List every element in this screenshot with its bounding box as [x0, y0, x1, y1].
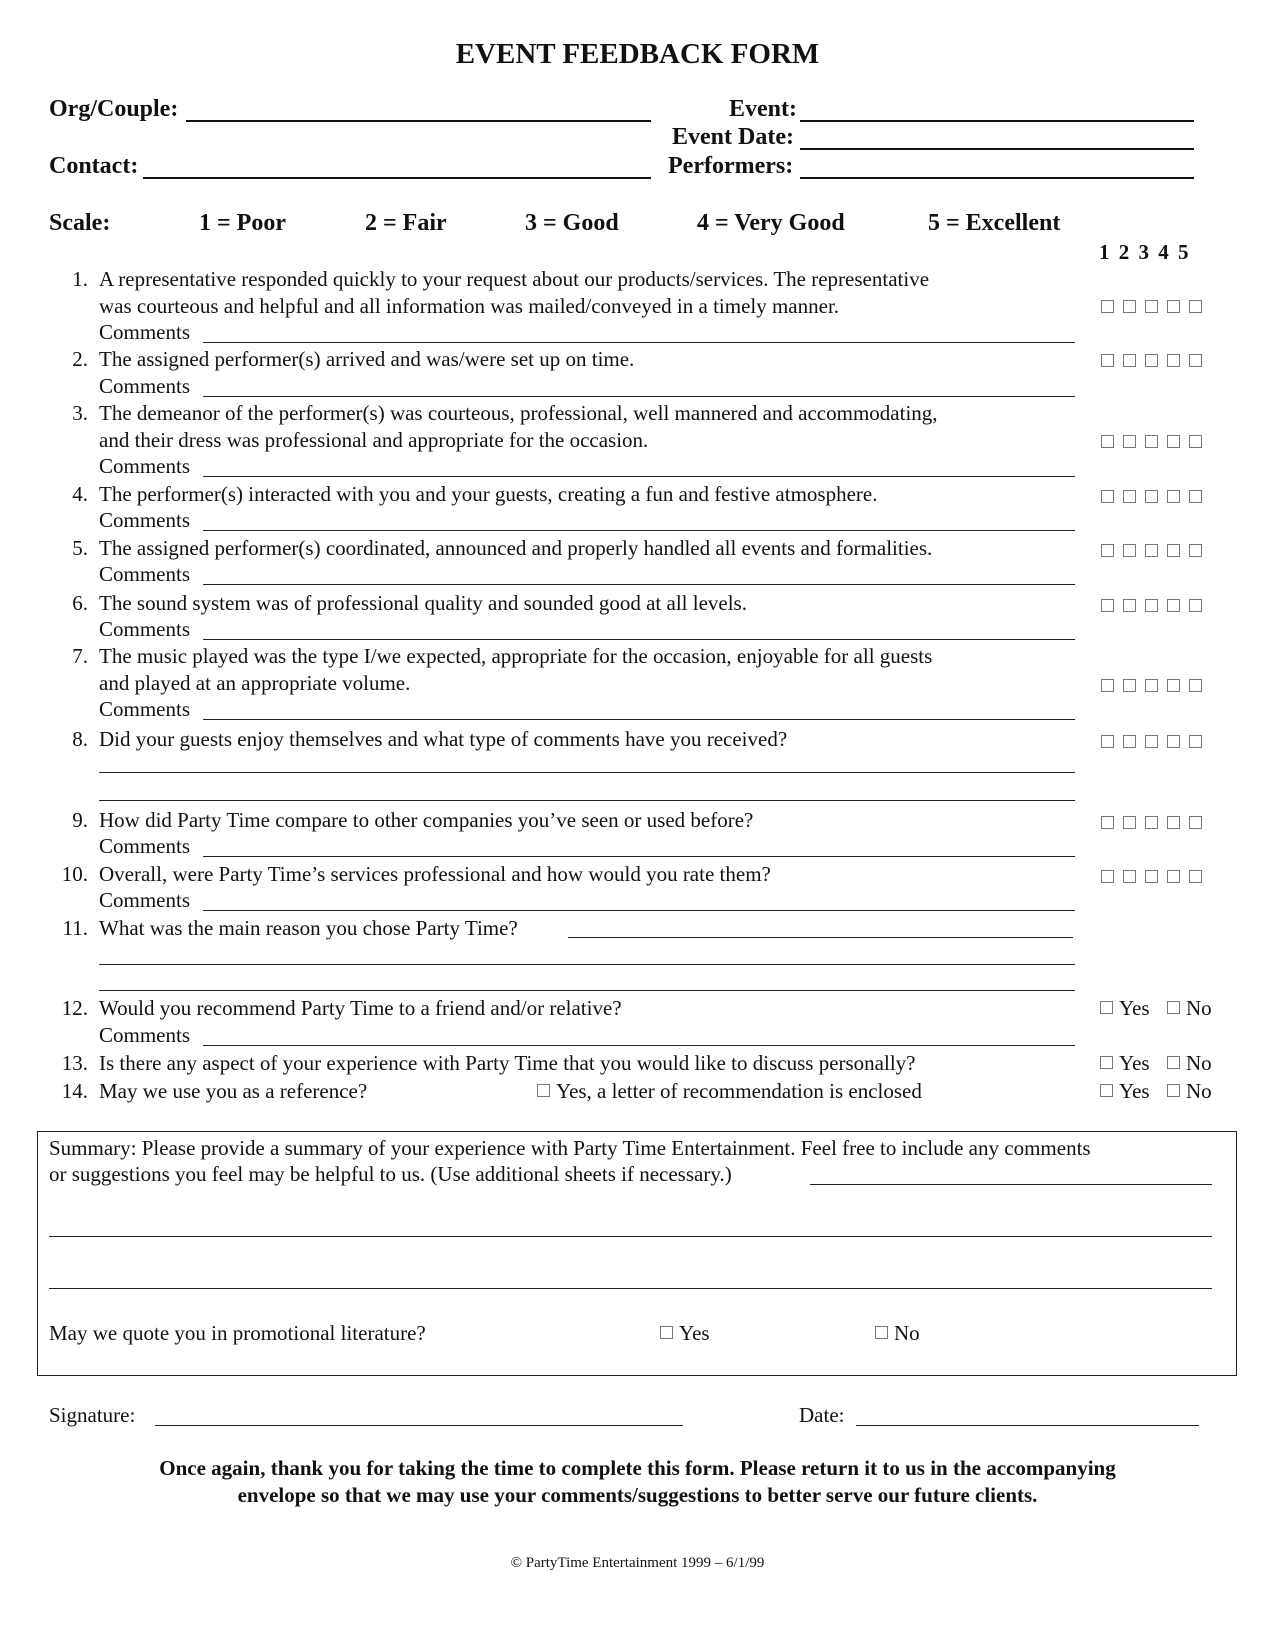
copyright: © PartyTime Entertainment 1999 – 6/1/99 [510, 1555, 765, 1571]
comments-label: Comments [99, 508, 191, 532]
yes-option[interactable] [1100, 1079, 1150, 1104]
checkbox-icon[interactable] [1123, 354, 1136, 367]
no-label: No [1186, 1051, 1212, 1075]
checkbox-icon[interactable] [537, 1084, 550, 1097]
question-text: Is there any aspect of your experience with Party Time that you would like to discuss personally? [99, 1051, 916, 1075]
rating-checkboxes[interactable] [1101, 735, 1202, 748]
quote-yes-option[interactable] [660, 1321, 710, 1346]
checkbox-icon[interactable] [1145, 435, 1158, 448]
checkbox-icon[interactable] [1123, 735, 1136, 748]
comments-line[interactable] [203, 639, 1075, 640]
question-number: 3. [72, 401, 88, 425]
rating-checkboxes[interactable] [1101, 599, 1202, 612]
checkbox-icon[interactable] [875, 1326, 888, 1339]
answer-line[interactable] [99, 964, 1075, 965]
rating-checkboxes[interactable] [1101, 870, 1202, 883]
checkbox-icon[interactable] [1145, 679, 1158, 692]
org-couple-field[interactable] [186, 120, 651, 122]
rating-checkboxes[interactable] [1101, 816, 1202, 829]
question-text: What was the main reason you chose Party Time? [99, 916, 518, 940]
no-option[interactable] [1167, 1079, 1212, 1104]
checkbox-icon[interactable] [1101, 490, 1114, 503]
no-label: No [1186, 1079, 1212, 1103]
yes-label: Yes [1119, 996, 1150, 1020]
rating-checkboxes[interactable] [1101, 354, 1202, 367]
checkbox-icon[interactable] [1145, 870, 1158, 883]
contact-field[interactable] [143, 177, 651, 179]
comments-label: Comments [99, 888, 191, 912]
checkbox-icon[interactable] [1167, 870, 1180, 883]
scale-item: 5 = Excellent [928, 210, 1061, 236]
question-text: The sound system was of professional quality and sounded good at all levels. [99, 591, 747, 615]
comments-line[interactable] [203, 476, 1075, 477]
checkbox-icon[interactable] [1100, 1001, 1113, 1014]
quote-no-option[interactable] [875, 1321, 920, 1346]
question-number: 8. [72, 727, 88, 751]
summary-text: Summary: Please provide a summary of your experience with Party Time Entertainment. Feel free to include any comments [49, 1136, 1091, 1160]
question-text: and played at an appropriate volume. [99, 671, 411, 695]
checkbox-icon[interactable] [1101, 544, 1114, 557]
question-number: 6. [72, 591, 88, 615]
rating-checkboxes[interactable] [1101, 490, 1202, 503]
recommendation-option[interactable] [537, 1079, 922, 1104]
checkbox-icon[interactable] [1145, 354, 1158, 367]
question-text: A representative responded quickly to your request about our products/services. The representative [99, 267, 930, 291]
question-text: Did your guests enjoy themselves and what type of comments have you received? [99, 727, 788, 751]
comments-label: Comments [99, 320, 191, 344]
checkbox-icon[interactable] [1189, 354, 1202, 367]
scale-item: 4 = Very Good [697, 210, 845, 236]
quote-no-label: No [894, 1321, 920, 1345]
comments-line[interactable] [203, 396, 1075, 397]
performers-label: Performers: [668, 153, 794, 179]
question-number: 14. [61, 1079, 88, 1103]
date-field[interactable] [856, 1425, 1199, 1426]
checkbox-icon[interactable] [1167, 816, 1180, 829]
checkbox-icon[interactable] [1145, 490, 1158, 503]
comments-label: Comments [99, 617, 191, 641]
footer-text: Once again, thank you for taking the time to complete this form. Please return it to us in the accompanying [159, 1456, 1116, 1480]
checkbox-icon[interactable] [1145, 544, 1158, 557]
checkbox-icon[interactable] [1145, 599, 1158, 612]
question-text: How did Party Time compare to other companies you’ve seen or used before? [99, 808, 754, 832]
checkbox-icon[interactable] [1101, 435, 1114, 448]
scale-label: Scale: [49, 210, 111, 236]
comments-line[interactable] [203, 719, 1075, 720]
checkbox-icon[interactable] [1101, 816, 1114, 829]
checkbox-icon[interactable] [1189, 679, 1202, 692]
checkbox-icon[interactable] [1167, 599, 1180, 612]
rating-checkboxes[interactable] [1101, 435, 1202, 448]
checkbox-icon[interactable] [1101, 679, 1114, 692]
comments-label: Comments [99, 562, 191, 586]
checkbox-icon[interactable] [1101, 354, 1114, 367]
question-number: 10. [61, 862, 88, 886]
checkbox-icon[interactable] [1123, 870, 1136, 883]
checkbox-icon[interactable] [1167, 1001, 1180, 1014]
no-option[interactable] [1167, 996, 1212, 1021]
checkbox-icon[interactable] [1189, 435, 1202, 448]
comments-line[interactable] [203, 342, 1075, 343]
checkbox-icon[interactable] [1100, 1084, 1113, 1097]
question-number: 1. [72, 267, 88, 291]
checkbox-icon[interactable] [1167, 1084, 1180, 1097]
rating-checkboxes[interactable] [1101, 679, 1202, 692]
checkbox-icon[interactable] [1189, 870, 1202, 883]
question-text: The performer(s) interacted with you and your guests, creating a fun and festive atmosphere. [99, 482, 878, 506]
comments-line[interactable] [203, 910, 1075, 911]
checkbox-icon[interactable] [1145, 816, 1158, 829]
question-text: The assigned performer(s) coordinated, announced and properly handled all events and formalities. [99, 536, 933, 560]
checkbox-icon[interactable] [1189, 599, 1202, 612]
checkbox-icon[interactable] [1189, 544, 1202, 557]
checkbox-icon[interactable] [1123, 544, 1136, 557]
question-number: 7. [72, 644, 88, 668]
scale-item: 2 = Fair [365, 210, 447, 236]
question-text: May we use you as a reference? [99, 1079, 368, 1103]
event-date-label: Event Date: [672, 124, 794, 150]
question-text: was courteous and helpful and all information was mailed/conveyed in a timely manner. [99, 294, 840, 318]
yes-label: Yes [1119, 1051, 1150, 1075]
checkbox-icon[interactable] [1123, 599, 1136, 612]
checkbox-icon[interactable] [1189, 816, 1202, 829]
checkbox-icon[interactable] [1189, 490, 1202, 503]
checkbox-icon[interactable] [1189, 735, 1202, 748]
quote-yes-label: Yes [679, 1321, 710, 1345]
scale-item: 3 = Good [525, 210, 619, 236]
date-label: Date: [799, 1403, 845, 1427]
checkbox-icon[interactable] [1123, 490, 1136, 503]
question-text: Would you recommend Party Time to a friend and/or relative? [99, 996, 622, 1020]
answer-line[interactable] [99, 990, 1075, 991]
recommendation-label: Yes, a letter of recommendation is enclosed [556, 1079, 922, 1103]
checkbox-icon[interactable] [1167, 354, 1180, 367]
checkbox-icon[interactable] [1145, 735, 1158, 748]
question-text: The assigned performer(s) arrived and was/were set up on time. [99, 347, 635, 371]
comments-line[interactable] [203, 1045, 1075, 1046]
checkbox-icon[interactable] [1167, 435, 1180, 448]
checkbox-icon[interactable] [1167, 300, 1180, 313]
comments-label: Comments [99, 834, 191, 858]
form-title: EVENT FEEDBACK FORM [455, 38, 820, 70]
summary-line[interactable] [810, 1184, 1212, 1185]
checkbox-icon[interactable] [1123, 300, 1136, 313]
contact-label: Contact: [49, 153, 139, 179]
checkbox-icon[interactable] [1167, 679, 1180, 692]
comments-label: Comments [99, 454, 191, 478]
question-text: The music played was the type I/we expected, appropriate for the occasion, enjoyable for all guests [99, 644, 933, 668]
question-text: Overall, were Party Time’s services professional and how would you rate them? [99, 862, 771, 886]
checkbox-icon[interactable] [1167, 1056, 1180, 1069]
question-number: 2. [72, 347, 88, 371]
rating-checkboxes[interactable] [1101, 544, 1202, 557]
no-label: No [1186, 996, 1212, 1020]
summary-text: or suggestions you feel may be helpful to us. (Use additional sheets if necessary.) [49, 1162, 732, 1186]
checkbox-icon[interactable] [1123, 816, 1136, 829]
yes-option[interactable] [1100, 1051, 1150, 1076]
rating-column-headers: 1 2 3 4 5 [1099, 240, 1191, 264]
question-text: The demeanor of the performer(s) was courteous, professional, well mannered and accommodating, [99, 401, 938, 425]
question-number: 12. [61, 996, 88, 1020]
yes-option[interactable] [1100, 996, 1150, 1021]
checkbox-icon[interactable] [1167, 735, 1180, 748]
comments-label: Comments [99, 697, 191, 721]
rating-checkboxes[interactable] [1101, 300, 1202, 313]
answer-line[interactable] [99, 772, 1075, 773]
question-number: 13. [61, 1051, 88, 1075]
comments-line[interactable] [203, 530, 1075, 531]
checkbox-icon[interactable] [1167, 490, 1180, 503]
quote-question: May we quote you in promotional literature? [49, 1321, 426, 1345]
checkbox-icon[interactable] [1101, 300, 1114, 313]
comments-line[interactable] [203, 856, 1075, 857]
checkbox-icon[interactable] [1189, 300, 1202, 313]
yes-label: Yes [1119, 1079, 1150, 1103]
question-number: 5. [72, 536, 88, 560]
checkbox-icon[interactable] [1167, 544, 1180, 557]
footer-text: envelope so that we may use your comments/suggestions to better serve our future clients. [237, 1483, 1038, 1507]
answer-line[interactable] [568, 937, 1073, 938]
answer-line[interactable] [99, 800, 1075, 801]
checkbox-icon[interactable] [1101, 870, 1114, 883]
event-label: Event: [729, 96, 797, 122]
comments-label: Comments [99, 1023, 191, 1047]
summary-line[interactable] [49, 1236, 1212, 1237]
performers-field[interactable] [800, 177, 1194, 179]
no-option[interactable] [1167, 1051, 1212, 1076]
event-date-field[interactable] [800, 148, 1194, 150]
checkbox-icon[interactable] [1101, 599, 1114, 612]
question-text: and their dress was professional and appropriate for the occasion. [99, 428, 649, 452]
checkbox-icon[interactable] [1101, 735, 1114, 748]
signature-field[interactable] [155, 1425, 683, 1426]
question-number: 9. [72, 808, 88, 832]
checkbox-icon[interactable] [1100, 1056, 1113, 1069]
checkbox-icon[interactable] [1123, 679, 1136, 692]
checkbox-icon[interactable] [1145, 300, 1158, 313]
event-field[interactable] [800, 120, 1194, 122]
scale-item: 1 = Poor [199, 210, 286, 236]
summary-line[interactable] [49, 1288, 1212, 1289]
question-number: 4. [72, 482, 88, 506]
signature-label: Signature: [49, 1403, 136, 1427]
checkbox-icon[interactable] [1123, 435, 1136, 448]
question-number: 11. [62, 916, 88, 940]
comments-label: Comments [99, 374, 191, 398]
checkbox-icon[interactable] [660, 1326, 673, 1339]
comments-line[interactable] [203, 584, 1075, 585]
org-couple-label: Org/Couple: [49, 96, 179, 122]
